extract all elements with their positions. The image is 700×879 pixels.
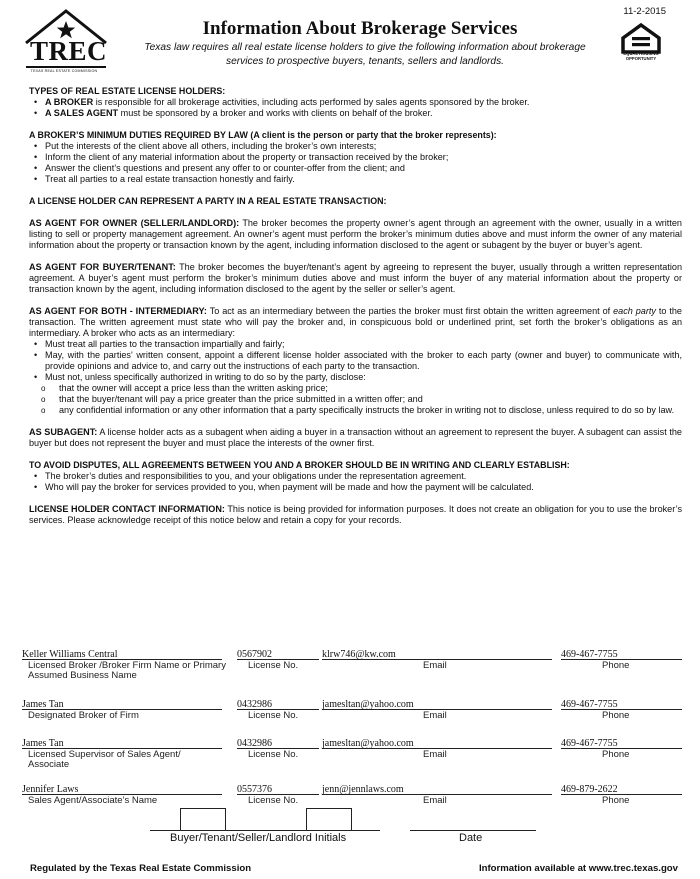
paragraph-text: The broker becomes the buyer/tenant’s agent by agreeing to represent the buyer, usually through a written representation agreement. A buyer’s agent must perform the broker’s minimum duties above and must inform the buyer of any material information about the property or transaction known by the agent, including information disclosed to the agent by the seller or seller’s agent. [29, 262, 682, 294]
email-caption: Email [423, 660, 447, 671]
email-field[interactable]: jenn@jennlaws.com [322, 784, 552, 795]
buyer-agent-paragraph [29, 262, 682, 295]
paragraph-text: to the transaction. The written agreement must state who will pay the broker and, in conspicuous bold or underlined print, set forth the broker’s obligations as an intermediary. A broker who acts as an intermediary: [29, 306, 682, 338]
intermediary-paragraph [29, 306, 682, 339]
name-caption: Sales Agent/Associate’s Name [28, 795, 158, 806]
represent-heading: A LICENSE HOLDER CAN REPRESENT A PARTY IN A REAL ESTATE TRANSACTION: [29, 196, 387, 206]
license-field[interactable]: 0557376 [237, 784, 319, 795]
trec-logo [22, 7, 110, 75]
phone-field[interactable]: 469-467-7755 [561, 738, 682, 749]
footer-regulator: Regulated by the Texas Real Estate Commission [30, 863, 252, 874]
phone-field[interactable]: 469-467-7755 [561, 649, 682, 660]
email-field[interactable]: klrw746@kw.com [322, 649, 552, 660]
phone-caption: Phone [602, 749, 630, 760]
date-label: Date [459, 832, 483, 844]
license-field[interactable]: 0432986 [237, 699, 319, 710]
owner-agent-paragraph [29, 218, 682, 251]
name-field[interactable]: James Tan [22, 699, 222, 710]
initials-box-1[interactable] [180, 808, 226, 831]
list-item [29, 97, 682, 108]
name-field[interactable]: Jennifer Laws [22, 784, 222, 795]
list-item: • Treat all parties to a real estate transaction honestly and fairly. [29, 174, 682, 185]
name-caption: Licensed Broker /Broker Firm Name or Primary Assumed Business Name [28, 660, 226, 681]
paragraph-heading: LICENSE HOLDER CONTACT INFORMATION: [29, 504, 225, 514]
paragraph-text: To act as an intermediary between the parties the broker must first obtain the written agreement of [206, 306, 614, 316]
email-caption: Email [423, 710, 447, 721]
page-subtitle: Texas law requires all real estate license holders to give the following information about brokerage services to prospective buyers, tenants, sellers and landlords. [144, 42, 586, 67]
name-caption: Licensed Supervisor of Sales Agent/ Associate [28, 749, 181, 770]
disputes-heading: TO AVOID DISPUTES, ALL AGREEMENTS BETWEEN YOU AND A BROKER SHOULD BE IN WRITING AND CLEARLY ESTABLISH: [29, 460, 570, 470]
phone-caption: Phone [602, 660, 630, 671]
name-field[interactable]: Keller Williams Central [22, 649, 222, 660]
definition: is responsible for all brokerage activities, including acts performed by sales agents sponsored by the broker. [93, 97, 530, 107]
name-caption: Designated Broker of Firm [28, 710, 139, 721]
paragraph-heading: AS AGENT FOR BUYER/TENANT: [29, 262, 176, 272]
list-item: • Inform the client of any material information about the property or transaction received by the broker; [29, 152, 682, 163]
list-item: • Must not, unless specifically authorized in writing to do so by the party, disclose: [29, 372, 682, 383]
types-heading: TYPES OF REAL ESTATE LICENSE HOLDERS: [29, 86, 226, 96]
list-item [29, 108, 682, 119]
term: A BROKER [45, 97, 94, 107]
paragraph-text: The broker becomes the property owner’s agent through an agreement with the owner, usually in a written listing to sell or property management agreement. An owner’s agent must perform the broker’s minimum duties above and must inform the owner of any material information about the property or transaction known by the agent, including information disclosed to the agent or subagent by the buyer or buyer’s agent. [29, 218, 682, 250]
form-date: 11-2-2015 [623, 6, 666, 17]
subagent-paragraph [29, 427, 682, 449]
equal-housing-label: EQUAL HOUSING OPPORTUNITY [623, 51, 659, 61]
definition: must be sponsored by a broker and works with clients on behalf of the broker. [118, 108, 433, 118]
list-item: • Put the interests of the client above all others, including the broker’s own interests; [29, 141, 682, 152]
email-field[interactable]: jamesltan@yahoo.com [322, 738, 552, 749]
initials-label: Buyer/Tenant/Seller/Landlord Initials [170, 832, 347, 844]
paragraph-heading: AS AGENT FOR BOTH - INTERMEDIARY: [29, 306, 207, 316]
notice-body [29, 86, 682, 526]
license-caption: License No. [248, 660, 299, 671]
term: A SALES AGENT [45, 108, 119, 118]
list-item: • Answer the client’s questions and present any offer to or counter-offer from the client; and [29, 163, 682, 174]
phone-caption: Phone [602, 795, 630, 806]
footer-info-link[interactable]: Information available at www.trec.texas.gov [478, 863, 678, 874]
license-field[interactable]: 0432986 [237, 738, 319, 749]
sub-list-item: o that the owner will accept a price less than the written asking price; [39, 383, 682, 394]
paragraph-heading: AS AGENT FOR OWNER (SELLER/LANDLORD): [29, 218, 240, 228]
list-item: • Must treat all parties to the transaction impartially and fairly; [29, 339, 682, 350]
email-caption: Email [423, 795, 447, 806]
list-item: • The broker’s duties and responsibilities to you, and your obligations under the representation agreement. [29, 471, 682, 482]
paragraph-heading: AS SUBAGENT: [29, 427, 98, 437]
email-field[interactable]: jamesltan@yahoo.com [322, 699, 552, 710]
license-caption: License No. [248, 710, 299, 721]
sub-list-item: o that the buyer/tenant will pay a price greater than the price submitted in a written offer; and [39, 394, 682, 405]
paragraph-text: A license holder acts as a subagent when aiding a buyer in a transaction without an agreement to represent the buyer. A subagent can assist the buyer but does not represent the buyer and must place the interests of the owner first. [29, 427, 682, 448]
phone-field[interactable]: 469-467-7755 [561, 699, 682, 710]
name-field[interactable]: James Tan [22, 738, 222, 749]
duties-list [29, 141, 682, 185]
date-underline[interactable] [410, 830, 536, 831]
phone-caption: Phone [602, 710, 630, 721]
paragraph-text: This notice is being provided for information purposes. It does not create an obligation for you to use the broker’s services. Please acknowledge receipt of this notice below and retain a copy for your records. [29, 504, 682, 525]
page-title: Information About Brokerage Services [202, 18, 518, 39]
disputes-list [29, 471, 682, 493]
license-caption: License No. [248, 749, 299, 760]
contact-paragraph [29, 504, 682, 526]
types-list [29, 97, 682, 119]
intermediary-list [29, 339, 682, 416]
logo-text: TREC [30, 36, 108, 66]
license-caption: License No. [248, 795, 299, 806]
license-field[interactable]: 0567902 [237, 649, 319, 660]
duties-heading: A BROKER’S MINIMUM DUTIES REQUIRED BY LAW (A client is the person or party that the broker represents): [29, 130, 497, 140]
list-item: • May, with the parties' written consent, appoint a different license holder associated with the broker to each party (owner and buyer) to communicate with, provide opinions and advice to, and carry out the instructions of each party to the transaction. [29, 350, 682, 372]
email-caption: Email [423, 749, 447, 760]
list-item: • Who will pay the broker for services provided to you, when payment will be made and how the payment will be calculated. [29, 482, 682, 493]
logo-tagline: TEXAS REAL ESTATE COMMISSION [30, 69, 98, 73]
initials-box-2[interactable] [306, 808, 352, 831]
emphasis-text: each party [613, 306, 656, 316]
phone-field[interactable]: 469-879-2622 [561, 784, 682, 795]
sub-list-item: o any confidential information or any other information that a party specifically instructs the broker in writing not to disclose, unless required to do so by law. [39, 405, 682, 416]
